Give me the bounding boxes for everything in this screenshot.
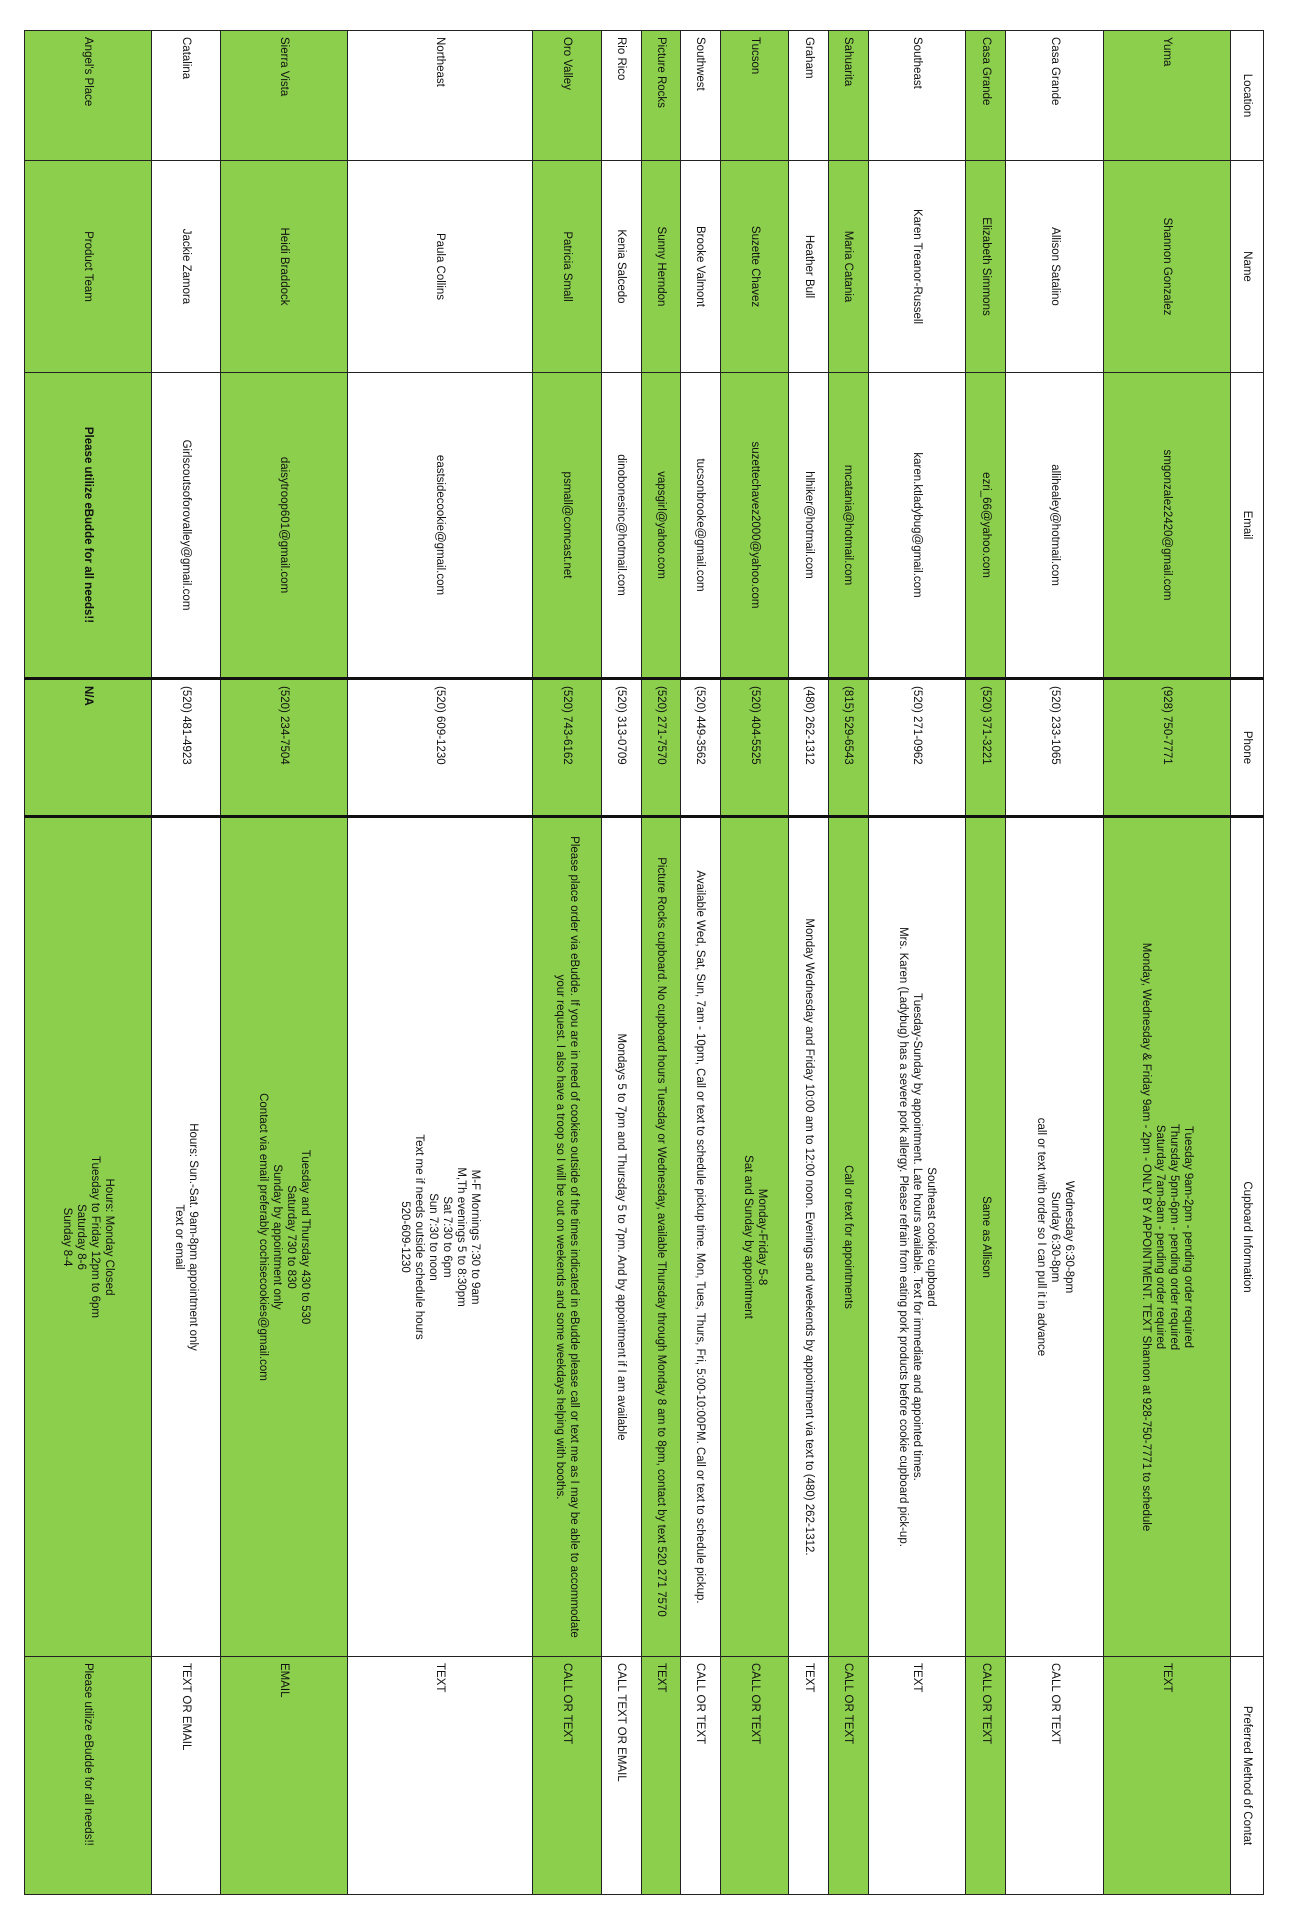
cookie-cupboard-table	[24, 30, 1264, 1895]
cell-phone: (520) 271-7570	[641, 679, 681, 817]
cell-info: Tuesday 9am-2pm - pending order required Thursday 5pm-6pm - pending order required Saturday 7am-8am - pending order required Monday, Wednesday & Friday 9am - 2pm - ONLY BY APPOINTMENT. TEXT Shannon at 928-750-7771 to schedule	[1103, 817, 1230, 1657]
cell-method: EMAIL	[220, 1657, 347, 1895]
cell-phone: (520) 481-4923	[152, 679, 221, 817]
cell-method: CALL OR TEXT	[533, 1657, 602, 1895]
cell-info: Hours: Monday Closed Tuesday to Friday 12pm to 6pm Saturday 8-6 Sunday 8-4	[25, 817, 152, 1657]
table-row	[720, 31, 789, 1895]
cell-method: TEXT	[641, 1657, 681, 1895]
cell-name: Brooke Valmont	[681, 161, 721, 373]
table-row	[641, 31, 681, 1895]
cell-email[interactable]: mcatania@hotmail.com	[829, 373, 869, 679]
cell-location: Sahuarita	[829, 31, 869, 161]
cell-email[interactable]: smgonzalez2420@gmail.com	[1103, 373, 1230, 679]
header-row	[1231, 31, 1264, 1895]
cell-name: Product Team	[25, 161, 152, 373]
cell-info: Same as Allison	[966, 817, 1006, 1657]
cell-name: Allison Satalino	[1006, 161, 1104, 373]
cell-email[interactable]: eastsidecookie@gmail.com	[347, 373, 532, 679]
cell-email[interactable]: allihealey@hotmail.com	[1006, 373, 1104, 679]
cell-email[interactable]: Girlscoutsoforovalley@gmail.com	[152, 373, 221, 679]
cell-info: Wednesday 6:30-8pm Sunday 6:30-8pm call or text with order so I can pull it in advance	[1006, 817, 1104, 1657]
table-row	[868, 31, 966, 1895]
cell-info: Tuesday and Thursday 430 to 530 Saturday 730 to 830 Sunday by appointment only Contact via email preferably cochisecookies@gmail.com	[220, 817, 347, 1657]
cell-phone: (520) 313-0709	[602, 679, 642, 817]
cell-info: Call or text for appointments	[829, 817, 869, 1657]
header-name: Name	[1231, 161, 1264, 373]
cell-method: CALL OR TEXT	[681, 1657, 721, 1895]
header-phone: Phone	[1231, 679, 1264, 817]
cell-location: Southeast	[868, 31, 966, 161]
table-row	[25, 31, 152, 1895]
cell-phone: (520) 233-1065	[1006, 679, 1104, 817]
cell-location: Northeast	[347, 31, 532, 161]
cell-info: Southeast cookie cupboard Tuesday-Sunday by appointment. Late hours available. Text for immediate and appointed times. Mrs. Karen (Ladybug) has a severe pork allergy. Please refrain from eating pork products before cookie cupboard pick-up.	[868, 817, 966, 1657]
cell-email[interactable]: psmall@comcast.net	[533, 373, 602, 679]
table-row	[152, 31, 221, 1895]
cell-email[interactable]: vapsgirl@yahoo.com	[641, 373, 681, 679]
cell-name: Kenia Salcedo	[602, 161, 642, 373]
cell-location: Catalina	[152, 31, 221, 161]
cell-location: Casa Grande	[966, 31, 1006, 161]
cell-name: Paula Collins	[347, 161, 532, 373]
table-row	[966, 31, 1006, 1895]
table-row	[1006, 31, 1104, 1895]
cell-email[interactable]: suzettechavez2000@yahoo.com	[720, 373, 789, 679]
cell-phone: (928) 750-7771	[1103, 679, 1230, 817]
cell-phone: (520) 404-5525	[720, 679, 789, 817]
cell-method: CALL OR TEXT	[966, 1657, 1006, 1895]
cell-name: Suzette Chavez	[720, 161, 789, 373]
cell-location: Yuma	[1103, 31, 1230, 161]
cell-method: Please utilize eBudde for all needs!!	[25, 1657, 152, 1895]
cell-location: Sierra Vista	[220, 31, 347, 161]
cell-name: Elizabeth Simmons	[966, 161, 1006, 373]
cell-email[interactable]: karen.ktladybug@gmail.com	[868, 373, 966, 679]
cell-name: Heidi Braddock	[220, 161, 347, 373]
cell-method: CALL OR TEXT	[829, 1657, 869, 1895]
cell-location: Graham	[789, 31, 829, 161]
cell-name: Karen Treanor-Russell	[868, 161, 966, 373]
cell-info: Available Wed, Sat, Sun, 7am - 10pm, Call or text to schedule pickup time. Mon, Tues, Thurs, Fri, 5:00-10:00PM. Call or text to schedule pickup.	[681, 817, 721, 1657]
cell-info: Mondays 5 to 7pm and Thursday 5 to 7pm. And by appointment if I am available	[602, 817, 642, 1657]
cell-location: Picture Rocks	[641, 31, 681, 161]
cell-info: Please place order via eBudde. If you are in need of cookies outside of the times indicated in eBudde please call or text me as I may be able to accommodate your request. I also have a troop so I will be out on weekends and some weekdays helping with booths.	[533, 817, 602, 1657]
cell-info: Monday-Friday 5-8 Sat and Sunday by appointment	[720, 817, 789, 1657]
cell-phone: (520) 234-7504	[220, 679, 347, 817]
cell-name: Patricia Small	[533, 161, 602, 373]
cell-name: Maria Catania	[829, 161, 869, 373]
cell-email[interactable]: hlhiker@hotmail.com	[789, 373, 829, 679]
cell-method: TEXT	[868, 1657, 966, 1895]
table-row	[681, 31, 721, 1895]
header-email: Email	[1231, 373, 1264, 679]
cell-name: Sunny Herndon	[641, 161, 681, 373]
cell-method: CALL OR TEXT	[1006, 1657, 1104, 1895]
cell-location: Southwest	[681, 31, 721, 161]
cell-location: Tucson	[720, 31, 789, 161]
cell-phone: N/A	[25, 679, 152, 817]
cell-location: Casa Grande	[1006, 31, 1104, 161]
header-info: Cupboard Information	[1231, 817, 1264, 1657]
cell-email[interactable]: daisytroop601@gmail.com	[220, 373, 347, 679]
cell-name: Jackie Zamora	[152, 161, 221, 373]
cell-info: M-F Mornings 7:30 to 9am M,Th evenings 5 to 8:30pm Sat 7:30 to 6pm Sun 7:30 to noon Text me if needs outside schedule hours 520-609-1230	[347, 817, 532, 1657]
table-row	[220, 31, 347, 1895]
cell-method: TEXT	[789, 1657, 829, 1895]
cell-phone: (520) 371-3221	[966, 679, 1006, 817]
header-method: Preferred Method of Contat	[1231, 1657, 1264, 1895]
table-row	[789, 31, 829, 1895]
table-row	[533, 31, 602, 1895]
table-row	[829, 31, 869, 1895]
cell-email[interactable]: Please utilize eBudde for all needs!!	[25, 373, 152, 679]
cell-method: TEXT OR EMAIL	[152, 1657, 221, 1895]
cell-location: Rio Rico	[602, 31, 642, 161]
cell-info: Hours: Sun.-Sat. 9am-8pm appointment only Text or email	[152, 817, 221, 1657]
table-row	[602, 31, 642, 1895]
table-row	[1103, 31, 1230, 1895]
cell-name: Shannon Gonzalez	[1103, 161, 1230, 373]
cell-location: Angel's Place	[25, 31, 152, 161]
cell-phone: (520) 449-3562	[681, 679, 721, 817]
cell-phone: (520) 271-0962	[868, 679, 966, 817]
cell-method: CALL OR TEXT	[720, 1657, 789, 1895]
cell-email[interactable]: ezri_66@yahoo.com	[966, 373, 1006, 679]
cell-phone: (520) 743-6162	[533, 679, 602, 817]
cell-phone: (480) 262-1312	[789, 679, 829, 817]
cell-method: TEXT	[1103, 1657, 1230, 1895]
cell-method: CALL TEXT OR EMAIL	[602, 1657, 642, 1895]
cell-email[interactable]: dinobonesinc@hotmail.com	[602, 373, 642, 679]
cell-name: Heather Bull	[789, 161, 829, 373]
header-location: Location	[1231, 31, 1264, 161]
cell-phone: (520) 609-1230	[347, 679, 532, 817]
cell-email[interactable]: tucsonbrooke@gmail.com	[681, 373, 721, 679]
cell-info: Picture Rocks cupboard. No cupboard hours Tuesday or Wednesday, available Thursday through Monday 8 am to 8pm, contact by text 520 271 7570	[641, 817, 681, 1657]
cell-info: Monday Wednesday and Friday 10:00 am to 12:00 noon. Evenings and weekends by appointment via text to (480) 262-1312.	[789, 817, 829, 1657]
cell-phone: (815) 529-6543	[829, 679, 869, 817]
table-row	[347, 31, 532, 1895]
cell-method: TEXT	[347, 1657, 532, 1895]
cell-location: Oro Valley	[533, 31, 602, 161]
